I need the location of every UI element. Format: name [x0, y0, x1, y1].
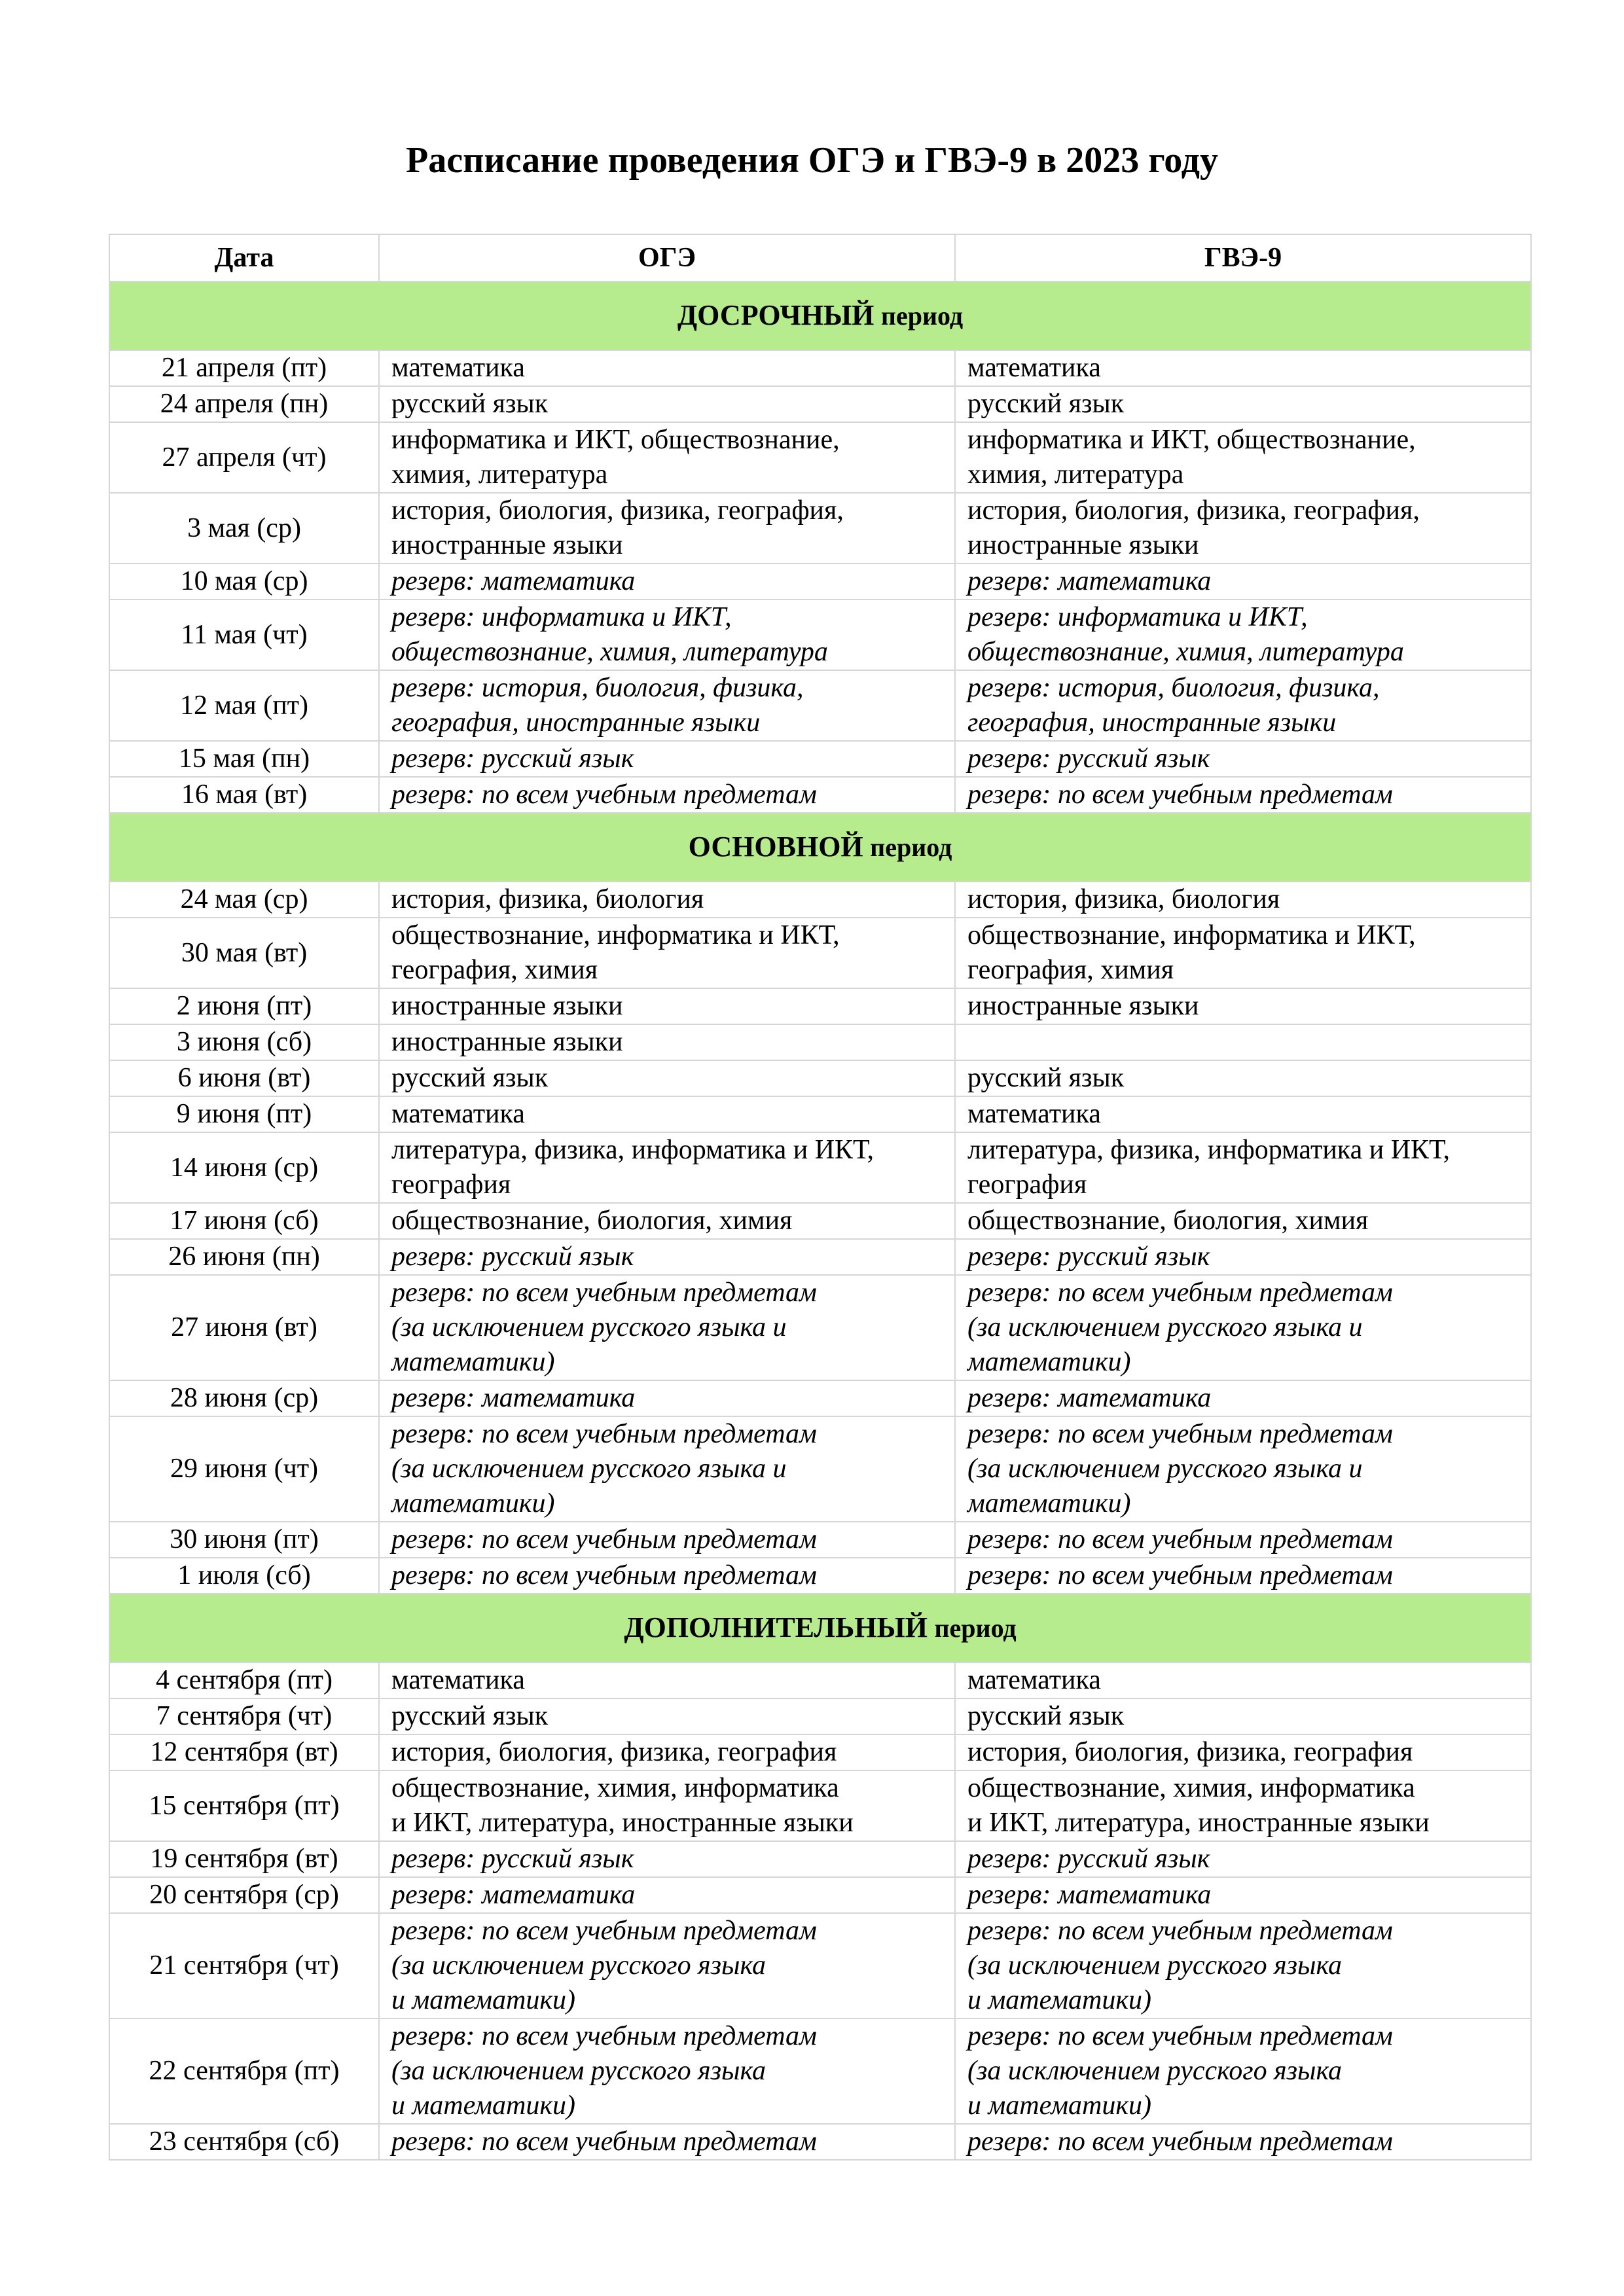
date-cell: 16 мая (вт) [109, 777, 379, 813]
gve-cell: математика [955, 1096, 1531, 1132]
oge-cell: математика [379, 1096, 955, 1132]
schedule-row [109, 1522, 1531, 1558]
schedule-row [109, 350, 1531, 386]
schedule-row [109, 882, 1531, 918]
oge-cell: история, физика, биология [379, 882, 955, 918]
schedule-table [109, 234, 1532, 2161]
oge-cell: резерв: русский язык [379, 741, 955, 777]
oge-cell: резерв: по всем учебным предметам (за исключением русского языка и математики) [379, 1416, 955, 1522]
schedule-row [109, 2018, 1531, 2124]
date-cell: 10 мая (ср) [109, 564, 379, 600]
date-cell: 4 сентября (пт) [109, 1662, 379, 1698]
date-cell: 20 сентября (ср) [109, 1877, 379, 1913]
date-cell: 17 июня (сб) [109, 1203, 379, 1239]
schedule-row [109, 1558, 1531, 1594]
schedule-row [109, 564, 1531, 600]
gve-cell: резерв: история, биология, физика, география, иностранные языки [955, 670, 1531, 741]
gve-cell: литература, физика, информатика и ИКТ, география [955, 1132, 1531, 1203]
gve-cell: резерв: русский язык [955, 1841, 1531, 1877]
period-word: период [880, 301, 964, 331]
gve-cell: история, биология, физика, география, иностранные языки [955, 493, 1531, 564]
gve-cell: резерв: по всем учебным предметам [955, 777, 1531, 813]
oge-cell: русский язык [379, 1060, 955, 1096]
date-cell: 21 апреля (пт) [109, 350, 379, 386]
schedule-row [109, 1024, 1531, 1060]
period-name: ОСНОВНОЙ [688, 831, 863, 863]
gve-cell: резерв: по всем учебным предметам (за исключением русского языка и математики) [955, 1416, 1531, 1522]
date-cell: 27 июня (вт) [109, 1275, 379, 1380]
gve-cell: математика [955, 350, 1531, 386]
page-title: Расписание проведения ОГЭ и ГВЭ-9 в 2023 году [406, 140, 1218, 181]
gve-cell: резерв: русский язык [955, 741, 1531, 777]
oge-cell: обществознание, информатика и ИКТ, география, химия [379, 918, 955, 988]
oge-cell: иностранные языки [379, 1024, 955, 1060]
schedule-row [109, 741, 1531, 777]
date-cell: 11 мая (чт) [109, 600, 379, 670]
schedule-row [109, 2124, 1531, 2160]
period-word: период [870, 833, 952, 862]
schedule-row [109, 988, 1531, 1024]
schedule-row [109, 1416, 1531, 1522]
gve-cell: резерв: по всем учебным предметам (за исключением русского языка и математики) [955, 1913, 1531, 2018]
gve-cell: резерв: по всем учебным предметам [955, 1558, 1531, 1594]
schedule-row [109, 1239, 1531, 1275]
gve-cell: резерв: по всем учебным предметам (за исключением русского языка и математики) [955, 1275, 1531, 1380]
oge-cell: резерв: по всем учебным предметам [379, 2124, 955, 2160]
gve-cell [955, 1024, 1531, 1060]
header-gve: ГВЭ-9 [955, 234, 1531, 281]
gve-cell: резерв: математика [955, 1877, 1531, 1913]
oge-cell: резерв: по всем учебным предметам (за исключением русского языка и математики) [379, 1275, 955, 1380]
gve-cell: иностранные языки [955, 988, 1531, 1024]
date-cell: 9 июня (пт) [109, 1096, 379, 1132]
oge-cell: резерв: по всем учебным предметам [379, 777, 955, 813]
date-cell: 6 июня (вт) [109, 1060, 379, 1096]
date-cell: 15 мая (пн) [109, 741, 379, 777]
date-cell: 19 сентября (вт) [109, 1841, 379, 1877]
header-oge: ОГЭ [379, 234, 955, 281]
gve-cell: информатика и ИКТ, обществознание, химия, литература [955, 422, 1531, 493]
gve-cell: резерв: по всем учебным предметам [955, 1522, 1531, 1558]
gve-cell: русский язык [955, 1060, 1531, 1096]
date-cell: 26 июня (пн) [109, 1239, 379, 1275]
schedule-row [109, 1275, 1531, 1380]
date-cell: 27 апреля (чт) [109, 422, 379, 493]
schedule-row [109, 1060, 1531, 1096]
oge-cell: математика [379, 350, 955, 386]
schedule-body [109, 281, 1531, 2160]
oge-cell: резерв: математика [379, 1877, 955, 1913]
schedule-row [109, 1770, 1531, 1841]
oge-cell: резерв: русский язык [379, 1841, 955, 1877]
schedule-row [109, 422, 1531, 493]
schedule-row [109, 1734, 1531, 1770]
gve-cell: обществознание, биология, химия [955, 1203, 1531, 1239]
date-cell: 24 апреля (пн) [109, 386, 379, 422]
oge-cell: резерв: по всем учебным предметам (за исключением русского языка и математики) [379, 1913, 955, 2018]
schedule-row [109, 1662, 1531, 1698]
period-row [109, 813, 1531, 882]
schedule-row [109, 1913, 1531, 2018]
period-name: ДОСРОЧНЫЙ [677, 299, 875, 331]
date-cell: 24 мая (ср) [109, 882, 379, 918]
gve-cell: обществознание, химия, информатика и ИКТ, литература, иностранные языки [955, 1770, 1531, 1841]
date-cell: 28 июня (ср) [109, 1380, 379, 1416]
oge-cell: информатика и ИКТ, обществознание, химия, литература [379, 422, 955, 493]
header-row [109, 234, 1531, 281]
gve-cell: резерв: русский язык [955, 1239, 1531, 1275]
oge-cell: резерв: по всем учебным предметам (за исключением русского языка и математики) [379, 2018, 955, 2124]
date-cell: 21 сентября (чт) [109, 1913, 379, 2018]
schedule-row [109, 600, 1531, 670]
date-cell: 29 июня (чт) [109, 1416, 379, 1522]
date-cell: 2 июня (пт) [109, 988, 379, 1024]
oge-cell: резерв: по всем учебным предметам [379, 1522, 955, 1558]
header-date: Дата [109, 234, 379, 281]
schedule-row [109, 1877, 1531, 1913]
schedule-row [109, 777, 1531, 813]
date-cell: 1 июля (сб) [109, 1558, 379, 1594]
gve-cell: резерв: математика [955, 564, 1531, 600]
schedule-row [109, 670, 1531, 741]
date-cell: 12 мая (пт) [109, 670, 379, 741]
date-cell: 30 мая (вт) [109, 918, 379, 988]
schedule-row [109, 1203, 1531, 1239]
oge-cell: математика [379, 1662, 955, 1698]
schedule-row [109, 1380, 1531, 1416]
period-row [109, 281, 1531, 350]
oge-cell: резерв: по всем учебным предметам [379, 1558, 955, 1594]
date-cell: 22 сентября (пт) [109, 2018, 379, 2124]
date-cell: 3 июня (сб) [109, 1024, 379, 1060]
oge-cell: резерв: история, биология, физика, география, иностранные языки [379, 670, 955, 741]
oge-cell: резерв: математика [379, 564, 955, 600]
schedule-row [109, 493, 1531, 564]
gve-cell: резерв: информатика и ИКТ, обществознание, химия, литература [955, 600, 1531, 670]
date-cell: 15 сентября (пт) [109, 1770, 379, 1841]
oge-cell: резерв: информатика и ИКТ, обществознание, химия, литература [379, 600, 955, 670]
schedule-row [109, 1096, 1531, 1132]
gve-cell: русский язык [955, 1698, 1531, 1734]
schedule-row [109, 1698, 1531, 1734]
gve-cell: резерв: по всем учебным предметам [955, 2124, 1531, 2160]
period-name: ДОПОЛНИТЕЛЬНЫЙ [624, 1611, 928, 1643]
period-row [109, 1594, 1531, 1662]
gve-cell: резерв: по всем учебным предметам (за исключением русского языка и математики) [955, 2018, 1531, 2124]
date-cell: 3 мая (ср) [109, 493, 379, 564]
date-cell: 12 сентября (вт) [109, 1734, 379, 1770]
oge-cell: резерв: русский язык [379, 1239, 955, 1275]
oge-cell: русский язык [379, 386, 955, 422]
period-band [109, 813, 1531, 882]
gve-cell: русский язык [955, 386, 1531, 422]
schedule-row [109, 918, 1531, 988]
oge-cell: литература, физика, информатика и ИКТ, география [379, 1132, 955, 1203]
period-band [109, 1594, 1531, 1662]
date-cell: 7 сентября (чт) [109, 1698, 379, 1734]
gve-cell: обществознание, информатика и ИКТ, география, химия [955, 918, 1531, 988]
date-cell: 30 июня (пт) [109, 1522, 379, 1558]
oge-cell: обществознание, биология, химия [379, 1203, 955, 1239]
schedule-row [109, 1841, 1531, 1877]
gve-cell: математика [955, 1662, 1531, 1698]
oge-cell: резерв: математика [379, 1380, 955, 1416]
gve-cell: история, физика, биология [955, 882, 1531, 918]
oge-cell: история, биология, физика, география, иностранные языки [379, 493, 955, 564]
schedule-row [109, 386, 1531, 422]
date-cell: 23 сентября (сб) [109, 2124, 379, 2160]
date-cell: 14 июня (ср) [109, 1132, 379, 1203]
period-word: период [934, 1613, 1017, 1643]
oge-cell: обществознание, химия, информатика и ИКТ, литература, иностранные языки [379, 1770, 955, 1841]
oge-cell: русский язык [379, 1698, 955, 1734]
gve-cell: история, биология, физика, география [955, 1734, 1531, 1770]
gve-cell: резерв: математика [955, 1380, 1531, 1416]
schedule-row [109, 1132, 1531, 1203]
period-band [109, 281, 1531, 350]
oge-cell: история, биология, физика, география [379, 1734, 955, 1770]
oge-cell: иностранные языки [379, 988, 955, 1024]
